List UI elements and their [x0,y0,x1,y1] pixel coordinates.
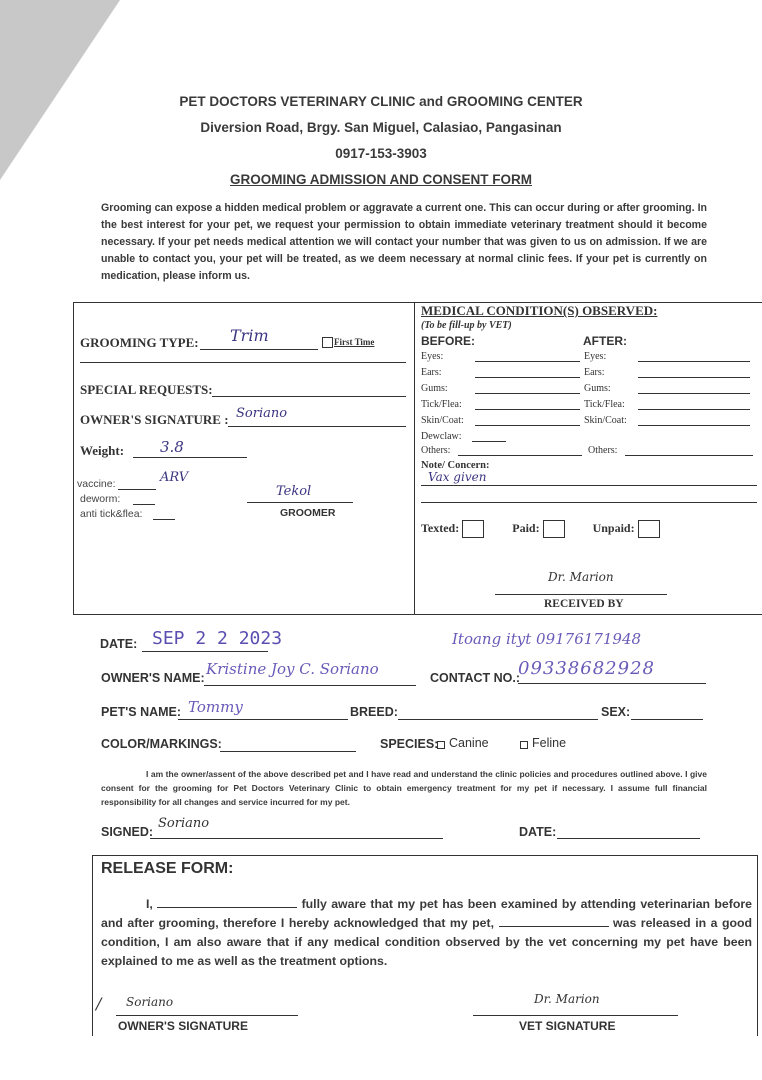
signed-line [150,838,443,839]
after-row-line[interactable] [638,377,750,378]
others-after-line[interactable] [625,455,753,456]
dewclaw-label: Dewclaw: [421,431,462,442]
release-vet-signature[interactable]: Dr. Marion [534,992,600,1006]
anti-tick-line [153,519,175,520]
form-title: GROOMING ADMISSION AND CONSENT FORM [230,172,532,187]
before-row-line[interactable] [475,361,580,362]
received-signature[interactable]: Dr. Marion [548,570,614,584]
owner-signature-line [228,426,406,427]
breed-label: BREED: [350,705,398,719]
release-owner-line [116,1015,298,1016]
special-requests-line[interactable] [212,396,406,397]
release-part2: fully aware that my pet has been examined by attending veterinarian before and after grooming, therefore I hereby acknowledged that my pet, [101,897,752,930]
release-owner-blank[interactable] [157,895,297,908]
first-time-checkbox[interactable] [322,337,333,348]
after-row-label: Tick/Flea: [584,399,625,410]
vaccine-label: vaccine: [77,478,116,490]
unpaid-checkbox[interactable] [638,520,660,538]
pet-name-label: PET'S NAME: [101,705,182,719]
grooming-extra-line [80,362,406,363]
pet-name-value[interactable]: Tommy [188,698,243,716]
weight-line [133,457,247,458]
breed-line[interactable] [398,719,598,720]
date2-label: DATE: [519,825,557,839]
date2-line[interactable] [557,838,700,839]
unpaid-label: Unpaid: [592,520,635,535]
before-label: BEFORE: [421,334,475,348]
anti-tick-label: anti tick&flea: [80,508,143,520]
color-markings-line[interactable] [220,751,356,752]
release-vet-signature-label: VET SIGNATURE [519,1019,616,1033]
contact-label: CONTACT NO.: [430,671,521,685]
clinic-address: Diversion Road, Brgy. San Miguel, Calasiao, Pangasinan [200,120,562,135]
note-line-1 [421,485,757,486]
after-row-label: Gums: [584,383,611,394]
after-row-label: Eyes: [584,351,607,362]
deworm-label: deworm: [80,493,121,505]
weight-label: Weight: [80,443,125,458]
release-pet-blank[interactable] [499,914,609,927]
signed-label: SIGNED: [101,825,154,839]
canine-label: Canine [449,736,489,750]
note-line-2 [421,502,757,503]
vaccine-line [118,489,156,490]
dewclaw-line[interactable] [472,441,506,442]
after-row-line[interactable] [638,393,750,394]
contact-value[interactable]: 09338682928 [518,658,655,679]
sex-label: SEX: [601,705,631,719]
species-label: SPECIES: [380,737,439,751]
grooming-type-value[interactable]: Trim [230,326,269,345]
release-vet-line [473,1015,678,1016]
pet-name-line [178,719,348,720]
special-requests-label: SPECIAL REQUESTS: [80,382,213,397]
groomer-line [247,502,353,503]
texted-group [421,520,660,538]
texted-label: Texted: [421,520,460,535]
after-row-label: Skin/Coat: [584,415,627,426]
grooming-type-line [200,349,318,350]
before-row-label: Tick/Flea: [421,399,462,410]
owner-signature-value[interactable]: Soriano [236,406,288,421]
release-owner-signature-label: OWNER'S SIGNATURE [118,1019,248,1033]
alt-contact-note[interactable]: Itoang ityt 09176171948 [452,630,642,648]
before-row-label: Gums: [421,383,448,394]
after-row-line[interactable] [638,361,750,362]
others-before-label: Others: [421,445,451,456]
groomer-label: GROOMER [280,507,336,519]
medical-title: MEDICAL CONDITION(S) OBSERVED: [421,303,658,318]
paid-checkbox[interactable] [543,520,565,538]
medical-subtitle: (To be fill-up by VET) [421,320,512,331]
note-value[interactable]: Vax given [428,470,487,484]
before-row-line[interactable] [475,425,580,426]
upper-box-divider [414,302,415,614]
paid-label: Paid: [512,520,540,535]
texted-checkbox[interactable] [462,520,484,538]
weight-value[interactable]: 3.8 [160,438,184,456]
after-label: AFTER: [583,334,627,348]
owner-name-label: OWNER'S NAME: [101,671,205,685]
signed-value[interactable]: Soriano [158,816,210,831]
date-line [142,651,268,652]
color-markings-label: COLOR/MARKINGS: [101,737,222,751]
release-owner-signature[interactable]: Soriano [126,995,174,1009]
intro-paragraph: Grooming can expose a hidden medical problem or aggravate a current one. This can occur during or after grooming. In the best interest for your pet, we request your permission to obtain immediate veterinary treatment should it become necessary. If your pet needs medical attention we will contact your number that was given to us on admission. If we are unable to contact you, your pet will be treated, as we deem necessary at normal clinic fees. If your pet is currently on medication, please inform us. [101,202,707,282]
others-before-line[interactable] [458,455,582,456]
canine-checkbox[interactable] [437,741,445,749]
feline-checkbox[interactable] [520,741,528,749]
before-row-label: Skin/Coat: [421,415,464,426]
owner-name-value[interactable]: Kristine Joy C. Soriano [206,660,379,678]
received-line [495,594,667,595]
release-paragraph [101,895,752,971]
groomer-value[interactable]: Tekol [276,484,312,499]
after-row-label: Ears: [584,367,605,378]
release-owner-tick: / [96,994,102,1013]
before-row-line[interactable] [475,393,580,394]
before-row-label: Eyes: [421,351,444,362]
feline-label: Feline [532,736,567,750]
received-by-label: RECEIVED BY [544,598,624,610]
clinic-phone: 0917-153-3903 [335,146,427,161]
owner-signature-label: OWNER'S SIGNATURE : [80,412,229,427]
consent-paragraph: I am the owner/assent of the above described pet and I have read and understand the clinic policies and procedures outlined above. I give consent for the grooming for Pet Doctors Veterinary Clinic to obtain emergency treatment for my pet if necessary. I assume full financial responsibility for all changes and service incurred for my pet. [101,769,707,807]
date-label: DATE: [100,637,138,651]
owner-name-line [204,685,416,686]
others-after-label: Others: [588,445,618,456]
before-row-label: Ears: [421,367,442,378]
sex-line[interactable] [631,719,703,720]
release-part3: was released in a good condition, I am also aware that if any medical condition observed by the vet concerning my pet have been explained to me as well as the treatment options. [101,916,752,968]
clinic-name: PET DOCTORS VETERINARY CLINIC and GROOMING CENTER [179,94,583,109]
before-row-line[interactable] [475,409,580,410]
note-label: Note/ Concern: [421,460,490,471]
after-row-line[interactable] [638,409,750,410]
date-stamp[interactable]: SEP 2 2 2023 [152,628,283,649]
release-part1: I, [146,897,153,911]
grooming-type-label: GROOMING TYPE: [80,335,199,350]
contact-line [518,683,706,684]
release-title: RELEASE FORM: [101,860,234,877]
after-row-line[interactable] [638,425,750,426]
before-row-line[interactable] [475,377,580,378]
deworm-line [133,504,155,505]
vaccine-value[interactable]: ARV [160,470,189,485]
first-time-label: First Time [334,337,375,347]
